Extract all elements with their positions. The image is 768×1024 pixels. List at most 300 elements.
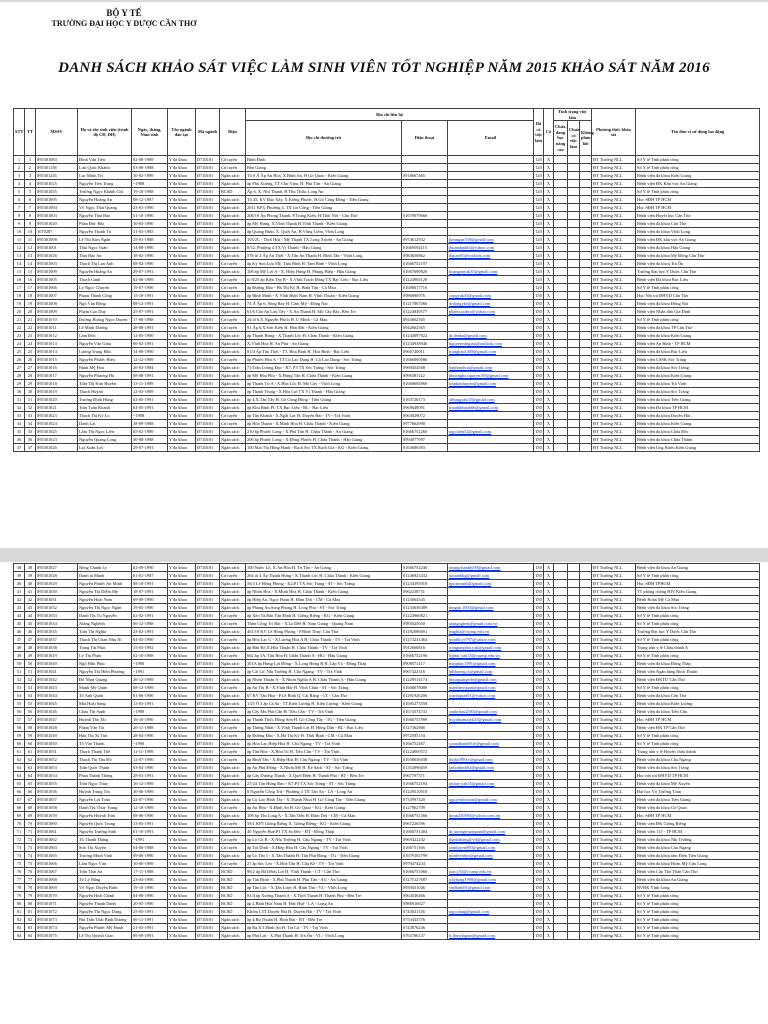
cell-stt: 2: [14, 164, 25, 172]
cell-funding: BCSD: [220, 908, 246, 916]
cell-stt: 65: [14, 780, 25, 788]
cell-stt: 36: [14, 436, 25, 444]
cell-tel: 01224904120: [402, 276, 448, 284]
cell-method: ĐT Trường NLL: [592, 364, 636, 372]
cell-major-code: D720101: [196, 404, 220, 412]
cell-stt: 75: [14, 860, 25, 868]
cell-code: 150: [535, 892, 542, 898]
cell-employer: Sở Y tế Tỉnh phân công: [636, 316, 760, 324]
cell-email: tdhungyak35@gmail.com: [448, 396, 534, 404]
cell-type-c: [580, 812, 592, 820]
cell-stt: 29: [14, 380, 25, 388]
cell-code: 150: [535, 412, 542, 418]
cell-email: thanhthang@yd@gmail.com: [448, 836, 534, 844]
cell-email: kimngan539@gmail.com: [448, 236, 534, 244]
cell-type-c: [580, 188, 592, 196]
cell-type-a: [554, 692, 568, 700]
cell-method: ĐT Trường NLL: [592, 804, 636, 812]
cell-type-b: [568, 676, 580, 684]
cell-method: ĐT Trường NLL: [592, 892, 636, 900]
cell-code: 150: [535, 436, 542, 442]
cell-tt: 79: [25, 892, 36, 900]
cell-stt: 52: [14, 676, 25, 684]
cell-dob: 08-12-1989: [132, 684, 168, 692]
cell-dob: 04-05-1991: [132, 404, 168, 412]
cell-major: Y đa khoa: [168, 716, 196, 724]
cell-funding: Cử tuyển: [220, 612, 246, 620]
cell-stt: 58: [14, 724, 25, 732]
cell-type-a: [554, 868, 568, 876]
cell-major: Y đa khoa: [168, 284, 196, 292]
cell-tt: 44: [25, 612, 36, 620]
cell-tt: 67: [25, 796, 36, 804]
cell-stt: 32: [14, 404, 25, 412]
cell-mssv: 095301025: [36, 180, 78, 188]
cell-address: 100 Nước Lộ, X.An Hòa H. Tri Tôn - An Giang: [246, 564, 402, 572]
cell-type-a: [554, 804, 568, 812]
cell-type-b: [568, 292, 580, 300]
cell-mssv: 095301025: [36, 428, 78, 436]
cell-type-c: [580, 380, 592, 388]
cell-type-c: [580, 764, 592, 772]
cell-funding: Ngân sách: [220, 676, 246, 684]
cell-email: ltphuc.yak35@ctump.edu.vn: [448, 652, 534, 660]
cell-code: 150: [535, 868, 542, 874]
cell-tel: 0964536466: [402, 892, 448, 900]
cell-method: ĐT Trường NLL: [592, 868, 636, 876]
cell-major: Y đa khoa: [168, 924, 196, 932]
cell-tt: 17: [25, 284, 36, 292]
cell-name: Huỳnh Tấn Tài: [78, 716, 132, 724]
cell-tt: 19: [25, 300, 36, 308]
cell-type-c: [580, 324, 592, 332]
cell-tel: 0733997420: [402, 796, 448, 804]
cell-type-b: [568, 564, 580, 572]
cell-tt: 51: [25, 668, 36, 676]
cell-tt: 66: [25, 788, 36, 796]
cell-stt: 43: [14, 604, 25, 612]
cell-major: Y đa khoa: [168, 244, 196, 252]
cell-major: Y đa khoa: [168, 692, 196, 700]
cell-code: 120: [535, 164, 542, 170]
cell-address: 103/2C - Thới Hòa - Mỹ Thạnh TX Long Xuyên - An Giang: [246, 236, 402, 244]
cell-major-code: D720101: [196, 860, 220, 868]
cell-type-c: [580, 156, 592, 164]
cell-funding: Ngân sách: [220, 924, 246, 932]
cell-mssv: 095301030: [36, 588, 78, 596]
table-row: [14, 876, 760, 884]
cell-tt: 55: [25, 700, 36, 708]
cell-employer: Sở Y tế Tỉnh phân công: [636, 908, 760, 916]
cell-stt: 55: [14, 700, 25, 708]
cell-name: Tô Lý Bằng: [78, 876, 132, 884]
table-row: [14, 340, 760, 348]
cell-stt: 5: [14, 188, 25, 196]
cell-mssv: 095301070: [36, 892, 78, 900]
cell-type-b: [568, 156, 580, 164]
cell-code: 150: [535, 420, 542, 426]
cell-type-b: [568, 620, 580, 628]
cell-type-c: [580, 340, 592, 348]
cell-address: ấp Đường Đào - Hà Thị Kỷ H. Bình Tân - Cà Mau: [246, 284, 402, 292]
cell-dob: 03-04-1990: [132, 764, 168, 772]
cell-employer: Sở Y tế Tỉnh phân công: [636, 620, 760, 628]
cell-address: 100 Mai Thị Hồng Hạnh - Rạch Sỏi TX Rạch Giá - KG - Kiên Giang: [246, 444, 402, 452]
cell-email: [448, 436, 534, 444]
cell-type-c: [580, 708, 592, 716]
cell-name: Thạch Huỳnh: [78, 388, 132, 396]
cell-dob: 23-01-1990: [132, 204, 168, 212]
cell-dob: 19-10-1988: [132, 188, 168, 196]
table-row: [14, 428, 760, 436]
cell-major-code: D720101: [196, 644, 220, 652]
cell-type-a: [554, 412, 568, 420]
cell-major: Y đa khoa: [168, 892, 196, 900]
col-address: Địa chỉ thường trú: [246, 121, 402, 156]
cell-has-job: X: [544, 564, 554, 572]
cell-mssv: 095301066: [36, 284, 78, 292]
cell-tt: 56: [25, 708, 36, 716]
cell-major: Y đa khoa: [168, 668, 196, 676]
cell-type-b: [568, 428, 580, 436]
cell-stt: 69: [14, 812, 25, 820]
cell-employer: Bệnh viện đa khoa Đồng Nai: [636, 300, 760, 308]
cell-major: Y đa khoa: [168, 412, 196, 420]
cell-email: thuandanhhl@yahoo.com: [448, 244, 534, 252]
cell-has-job: X: [544, 308, 554, 316]
cell-name: Nguyễn Thị Diễm My: [78, 588, 132, 596]
cell-stt: 77: [14, 876, 25, 884]
cell-type-c: [580, 892, 592, 900]
cell-has-job: X: [544, 740, 554, 748]
cell-type-b: [568, 852, 580, 860]
col-type-c: Không phản hồi: [580, 121, 592, 156]
cell-type-c: [580, 244, 592, 252]
cell-major: Y đa khoa: [168, 844, 196, 852]
cell-has-job: X: [544, 252, 554, 260]
cell-mssv: 095301019: [36, 388, 78, 396]
survey-table-bottom: [13, 563, 760, 940]
cell-dob: 10-03-1990: [132, 220, 168, 228]
cell-type-c: [580, 780, 592, 788]
cell-address: ấp Lò Tho I - X.Tân Thành H. Tân Phú Đông - TG - Tiền Giang: [246, 852, 402, 860]
cell-dob: 17-11-1988: [132, 868, 168, 876]
cell-mssv: 095301018: [36, 380, 78, 388]
cell-tel: 01666752196: [402, 652, 448, 660]
cell-type-a: [554, 812, 568, 820]
cell-email: sonthiyen890@gmail.com: [448, 844, 534, 852]
cell-type-a: [554, 380, 568, 388]
cell-has-job: X: [544, 796, 554, 804]
cell-has-job: X: [544, 692, 554, 700]
cell-major-code: D720101: [196, 308, 220, 316]
cell-email: [448, 204, 534, 212]
cell-type-c: [580, 676, 592, 684]
cell-has-job: X: [544, 596, 554, 604]
cell-dob: 02-10-1988: [132, 652, 168, 660]
cell-mssv: 095301009: [36, 308, 78, 316]
cell-code: 150: [535, 684, 542, 690]
cell-method: ĐT Trường NLL: [592, 604, 636, 612]
cell-major-code: D720101: [196, 740, 220, 748]
cell-method: ĐT Trường NLL: [592, 268, 636, 276]
cell-mssv: 095301061: [36, 828, 78, 836]
cell-mssv: 1079287: [36, 228, 78, 236]
cell-type-b: [568, 572, 580, 580]
cell-type-c: [580, 348, 592, 356]
cell-method: ĐT Trường NLL: [592, 620, 636, 628]
cell-tel: 0968648091: [402, 404, 448, 412]
cell-employer: Sở Y tế Tỉnh phân công: [636, 164, 760, 172]
cell-method: ĐT Trường NLL: [592, 236, 636, 244]
cell-mssv: 095301059: [36, 812, 78, 820]
table-row: [14, 684, 760, 692]
cell-tel: 0969422242: [402, 836, 448, 844]
cell-employer: Học SĐH TPHCM: [636, 580, 760, 588]
cell-major-code: D720101: [196, 892, 220, 900]
cell-has-job: X: [544, 348, 554, 356]
cell-major-code: D720101: [196, 228, 220, 236]
cell-major: Y đa khoa: [168, 764, 196, 772]
cell-major: Y đa khoa: [168, 828, 196, 836]
cell-type-c: [580, 196, 592, 204]
cell-dob: 08-12-1987: [132, 196, 168, 204]
cell-type-b: [568, 804, 580, 812]
col-major: Tên ngành đào tạo: [168, 109, 196, 156]
cell-type-b: [568, 836, 580, 844]
cell-major-code: D720101: [196, 364, 220, 372]
scan-band-top: [0, 0, 768, 2]
cell-address: ấp Tân Lộc - X.Tân Lược H. Bình Tân - VL - Vĩnh Long: [246, 884, 402, 892]
cell-code: 150: [535, 924, 542, 930]
cell-major: Y đa khoa: [168, 196, 196, 204]
cell-stt: 59: [14, 732, 25, 740]
cell-name: Lý Thị Phấn: [78, 652, 132, 660]
cell-has-job: X: [544, 716, 554, 724]
cell-has-job: X: [544, 196, 554, 204]
cell-dob: 16-10-1990: [132, 716, 168, 724]
cell-funding: Cử tuyển: [220, 324, 246, 332]
cell-type-a: [554, 220, 568, 228]
cell-dob: 18-09-1988: [132, 420, 168, 428]
cell-major-code: D720101: [196, 220, 220, 228]
cell-address: Bình Định: [246, 156, 402, 164]
cell-type-b: [568, 924, 580, 932]
cell-dob: 02-06-1989: [132, 276, 168, 284]
cell-method: ĐT Trường NLL: [592, 596, 636, 604]
cell-tel: 01234395018: [402, 580, 448, 588]
cell-employer: Bệnh viện đa khoa An Giang: [636, 564, 760, 572]
cell-dob: 08-02-1990: [132, 260, 168, 268]
cell-name: Danh Thị Thúy Trang: [78, 804, 132, 812]
cell-email: ttan.y35@ctump.edu.vn: [448, 868, 534, 876]
cell-code: 150: [535, 796, 542, 802]
cell-type-a: [554, 260, 568, 268]
cell-code: 150: [535, 340, 542, 346]
cell-email: sosanthanh91te@gmail.com: [448, 740, 534, 748]
cell-method: ĐT Trường NLL: [592, 404, 636, 412]
cell-name: Nguyễn Thị Ngọc Ngân: [78, 604, 132, 612]
cell-email: [448, 820, 534, 828]
cell-type-c: [580, 236, 592, 244]
table-row: [14, 644, 760, 652]
cell-type-a: [554, 764, 568, 772]
cell-dob: 28-04-1990: [132, 732, 168, 740]
cell-address: ấp Thạnh Trung - X.Hòa Lợi TX Vị Thanh - Hậu Giang: [246, 388, 402, 396]
cell-dob: 10-02-1989: [132, 172, 168, 180]
cell-method: ĐT Trường NLL: [592, 860, 636, 868]
cell-major-code: D720101: [196, 796, 220, 804]
cell-major-code: D720101: [196, 780, 220, 788]
cell-tel: 01668078088: [402, 684, 448, 692]
cell-email: [448, 924, 534, 932]
cell-employer: BVĐK Vĩnh Long: [636, 884, 760, 892]
cell-code: 120: [535, 196, 542, 202]
cell-major-code: D720101: [196, 292, 220, 300]
cell-method: ĐT Trường NLL: [592, 924, 636, 932]
cell-tt: 13: [25, 252, 36, 260]
cell-email: manhmyquan@gmail.com: [448, 684, 534, 692]
cell-type-b: [568, 612, 580, 620]
cell-type-c: [580, 316, 592, 324]
cell-stt: 78: [14, 884, 25, 892]
cell-type-b: [568, 204, 580, 212]
cell-type-a: [554, 404, 568, 412]
table-row: [14, 244, 760, 252]
cell-employer: Bệnh viện đa khoa Cần Thơ: [636, 220, 760, 228]
cell-method: ĐT Trường NLL: [592, 932, 636, 940]
cell-has-job: X: [544, 396, 554, 404]
cell-address: 8/52, Phường 4 TX Vị Thanh - Hậu Giang: [246, 244, 402, 252]
cell-mssv: 095301019: [36, 652, 78, 660]
cell-major: Y đa khoa: [168, 884, 196, 892]
cell-tt: 28: [25, 372, 36, 380]
cell-stt: 8: [14, 212, 25, 220]
cell-email: [448, 316, 534, 324]
cell-funding: Ngân sách: [220, 796, 246, 804]
cell-stt: 84: [14, 932, 25, 940]
cell-tel: [402, 220, 448, 228]
cell-mssv: 095301047: [36, 716, 78, 724]
cell-employer: Sở Y tế Tỉnh phân công: [636, 636, 760, 644]
cell-employer: TT phòng chống HIV Kiên Giang: [636, 588, 760, 596]
cell-funding: Ngân sách: [220, 852, 246, 860]
cell-type-b: [568, 788, 580, 796]
cell-email: nguyenloitoan@gmail.com: [448, 796, 534, 804]
cell-major-code: D720101: [196, 636, 220, 644]
cell-code: 150: [535, 364, 542, 370]
cell-dob: 20-05-1990: [132, 900, 168, 908]
cell-type-a: [554, 444, 568, 452]
document-title: DANH SÁCH KHẢO SÁT VIỆC LÀM SINH VIÊN TỐT NGHIỆP NĂM 2015 KHẢO SÁT NĂM 2016: [58, 60, 710, 76]
table-row: [14, 420, 760, 428]
cell-name: Nguyễn Hoàng An: [78, 196, 132, 204]
cell-employer: Bệnh viện đa khoa TP Cần Thơ: [636, 324, 760, 332]
cell-mssv: 095301032: [36, 604, 78, 612]
cell-major: Y đa khoa: [168, 428, 196, 436]
cell-mssv: 095301050: [36, 740, 78, 748]
cell-employer: Học SĐH TP HCM: [636, 204, 760, 212]
cell-name: Ngô Hữu Phúc: [78, 660, 132, 668]
cell-dob: 05-02-1989: [132, 428, 168, 436]
cell-address: 91 Ấp 6,X.Sơn Kiên H. Hòn Đất - Kiên Giang: [246, 324, 402, 332]
cell-email: [448, 700, 534, 708]
table-row: [14, 396, 760, 404]
cell-code: 150: [535, 692, 542, 698]
cell-funding: Ngân sách: [220, 436, 246, 444]
cell-employer: Bệnh viện ĐK TP Cần Thơ: [636, 724, 760, 732]
cell-type-a: [554, 356, 568, 364]
cell-email: minhlove797@yahoo.com: [448, 636, 534, 644]
cell-funding: Ngân sách: [220, 404, 246, 412]
cell-type-b: [568, 196, 580, 204]
cell-has-job: X: [544, 836, 554, 844]
cell-tel: 0962238751: [402, 588, 448, 596]
cell-has-job: X: [544, 188, 554, 196]
cell-employer: Bệnh viện Cần Thơ Thân Cần Thơ: [636, 868, 760, 876]
table-row: [14, 716, 760, 724]
cell-type-c: [580, 852, 592, 860]
cell-method: ĐT Trường NLL: [592, 196, 636, 204]
cell-has-job: X: [544, 804, 554, 812]
cell-employer: Học Nội trú ĐHYD Cần Thơ: [636, 292, 760, 300]
cell-major: Y đa khoa: [168, 348, 196, 356]
table-row: [14, 236, 760, 244]
cell-tel: 01668694960: [402, 380, 448, 388]
cell-major: Y đa khoa: [168, 364, 196, 372]
ministry-label: BỘ Y TẾ: [106, 8, 142, 18]
cell-email: trnanhkhanh66@gmail.com: [448, 404, 534, 412]
cell-email: [448, 172, 534, 180]
cell-employer: Bệnh viện đa khoa Kiên Giang: [636, 372, 760, 380]
cell-email: [448, 724, 534, 732]
cell-employer: Bệnh viện Ngân hàng Bình Thuận: [636, 668, 760, 676]
cell-method: ĐT Trường NLL: [592, 636, 636, 644]
cell-tt: 71: [25, 828, 36, 836]
cell-mssv: 095301094: [36, 204, 78, 212]
cell-tel: 01666752260: [402, 428, 448, 436]
cell-type-a: [554, 732, 568, 740]
cell-has-job: X: [544, 372, 554, 380]
cell-dob: 09-09-1990: [132, 596, 168, 604]
cell-major: Y đa khoa: [168, 292, 196, 300]
cell-name: Nguyễn Thị Hiền Phương: [78, 668, 132, 676]
table-row: [14, 772, 760, 780]
cell-major-code: D720101: [196, 332, 220, 340]
cell-stt: 61: [14, 748, 25, 756]
cell-type-c: [580, 572, 592, 580]
table-row: [14, 156, 760, 164]
cell-tel: 01292086691: [402, 628, 448, 636]
cell-tt: 35: [25, 428, 36, 436]
cell-code: 150: [535, 812, 542, 818]
cell-type-a: [554, 596, 568, 604]
cell-funding: Ngân sách: [220, 932, 246, 940]
cell-address: ấp 4,Bù Thuận H. Bình Đại - BT - Bến Tre: [246, 916, 402, 924]
cell-name: Tô Thanh Thắng: [78, 836, 132, 844]
cell-funding: Cử tuyển: [220, 684, 246, 692]
cell-funding: Ngân sách: [220, 828, 246, 836]
cell-funding: Ngân sách: [220, 428, 246, 436]
cell-funding: Cử tuyển: [220, 708, 246, 716]
cell-mssv: 095301051: [36, 748, 78, 756]
cell-major-code: D720101: [196, 748, 220, 756]
cell-type-a: [554, 780, 568, 788]
cell-major-code: D720101: [196, 444, 220, 452]
cell-type-b: [568, 668, 580, 676]
cell-stt: 54: [14, 692, 25, 700]
cell-name: Thái Ngọc Tuấn: [78, 244, 132, 252]
